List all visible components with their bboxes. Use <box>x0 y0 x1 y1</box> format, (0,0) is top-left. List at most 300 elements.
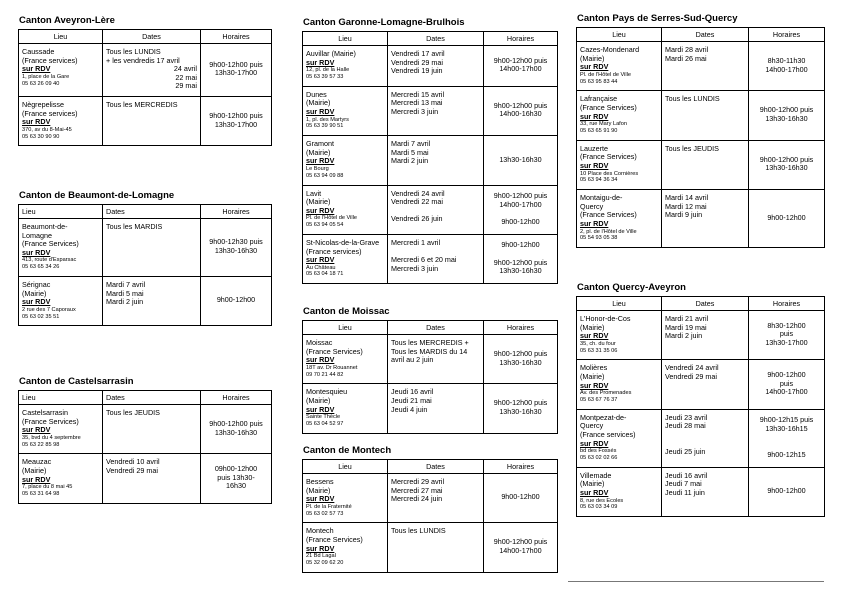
location-address: Av. des Promenades <box>580 390 632 397</box>
table-row <box>577 360 825 409</box>
date-line: Vendredi 26 juin <box>391 214 443 224</box>
date-line: Vendredi 22 mai <box>391 197 443 207</box>
table-row <box>577 190 825 248</box>
table-row <box>577 91 825 140</box>
header-row <box>19 391 272 405</box>
date-line: Mardi 5 mai <box>106 288 144 298</box>
location-name: Quercy <box>580 421 604 431</box>
hours-cell <box>484 46 558 87</box>
hours-line: puis <box>779 378 794 388</box>
date-line: Jeudi 7 mai <box>665 479 702 489</box>
location-name: Montaigu-de- <box>580 193 623 203</box>
sur-rdv-link[interactable]: sur RDV <box>306 255 335 265</box>
header-horaires: Horaires <box>484 321 558 335</box>
location-name: Auvillar (Mairie) <box>306 49 356 58</box>
sur-rdv-link[interactable]: sur RDV <box>580 331 609 341</box>
sur-rdv-link[interactable]: sur RDV <box>306 404 335 414</box>
header-dates: Dates <box>388 321 484 335</box>
location-phone: 05 63 67 76 37 <box>580 396 618 403</box>
header-dates: Dates <box>662 28 749 42</box>
header-lieu: Lieu <box>303 32 388 46</box>
location-name: (France Services) <box>306 346 363 356</box>
canton-title: Canton de Beaumont-de-Lomagne <box>19 190 175 201</box>
hours-line: 9h00-12h00 <box>216 295 256 305</box>
hours-cell <box>749 467 825 516</box>
header-row <box>577 28 825 42</box>
location-name: Dunes <box>306 89 327 99</box>
location-address: Pl. de l'Hôtel de Ville <box>580 71 632 78</box>
dates-cell <box>662 91 749 140</box>
date-line: Vendredi 29 mai <box>665 371 717 381</box>
dates-cell <box>103 219 201 277</box>
hours-line: 9h00-12h00 puis <box>493 537 548 547</box>
sur-rdv-link[interactable]: sur RDV <box>22 474 51 484</box>
location-cell <box>303 136 388 185</box>
date-line: Vendredi 24 avril <box>665 363 719 373</box>
hours-line: 9h00-12h00 puis <box>493 398 548 408</box>
table-row <box>19 219 272 277</box>
hours-line: 9h00-12h00 puis <box>209 111 263 121</box>
table-row <box>577 140 825 189</box>
dates-cell <box>388 335 484 384</box>
location-phone: 05 63 02 35 51 <box>22 313 60 320</box>
hours-line: 13h30-16h30 <box>499 266 542 276</box>
header-dates: Dates <box>103 391 201 405</box>
location-cell <box>577 91 662 140</box>
hours-cell <box>484 136 558 185</box>
date-line: Vendredi 10 avril <box>106 457 160 467</box>
hours-line: 9h00-12h00 puis <box>759 154 814 164</box>
date-line: Vendredi 29 mai <box>106 465 158 475</box>
hours-line: 8h30-12h00 <box>767 320 806 330</box>
dates-cell <box>103 276 201 325</box>
location-name: (France Services) <box>580 210 637 220</box>
date-line: Mardi 2 juin <box>665 331 703 341</box>
date-line: Mardi 9 juin <box>665 210 703 220</box>
table-row <box>303 86 558 135</box>
location-address: 35, bvd du 4 septembre <box>22 434 81 441</box>
location-cell <box>19 44 103 97</box>
header-row <box>303 321 558 335</box>
sur-rdv-link[interactable]: sur RDV <box>306 543 335 553</box>
date-line: Mercredi 29 avril <box>391 477 445 486</box>
date-line: Vendredi 19 juin <box>391 66 443 76</box>
hours-line: 14h00-17h00 <box>499 199 542 209</box>
hours-line: 13h30-17h00 <box>214 119 258 129</box>
header-horaires: Horaires <box>749 297 825 311</box>
location-cell <box>577 467 662 516</box>
sur-rdv-link[interactable]: sur RDV <box>22 117 51 127</box>
header-horaires: Horaires <box>201 391 272 405</box>
location-name: Molières <box>580 363 608 373</box>
location-phone: 05 63 95 83 44 <box>580 78 618 85</box>
hours-cell <box>484 86 558 135</box>
hours-line: puis 13h30- <box>217 472 255 482</box>
location-name: Cazes-Mondenard <box>580 45 640 54</box>
hours-line: 9h00-12h00 <box>501 216 540 226</box>
location-name: (Mairie) <box>580 53 605 63</box>
hours-cell <box>749 311 825 360</box>
hours-cell <box>749 140 825 189</box>
location-address: 7, place du 8 mai 45 <box>22 484 73 491</box>
canton-title: Canton de Moissac <box>303 306 390 317</box>
sur-rdv-link[interactable]: sur RDV <box>22 247 51 257</box>
location-address: 370, av du 8-Mai-45 <box>22 126 72 133</box>
hours-line: 9h00-12h00 <box>767 212 806 222</box>
hours-line: 13h30-17h00 <box>214 68 258 78</box>
location-phone: 05 63 02 57 73 <box>306 510 344 517</box>
date-line: Mardi 7 avril <box>106 279 146 289</box>
hours-line: 9h00-12h00 puis <box>493 257 548 267</box>
date-line: Jeudi 16 avril <box>391 387 434 397</box>
hours-line: 9h00-12h00 <box>501 240 540 250</box>
location-name: (Mairie) <box>22 288 47 298</box>
dates-cell <box>103 454 201 503</box>
hours-cell <box>749 91 825 140</box>
canton-castelsarrasin <box>18 376 271 504</box>
location-address: Pl. de la Fraternité <box>306 503 352 510</box>
dates-cell <box>662 311 749 360</box>
location-name: Bessens <box>306 477 334 486</box>
hours-cell <box>749 190 825 248</box>
location-name: L'Honor-de-Cos <box>580 314 631 323</box>
date-line: Jeudi 11 juin <box>665 487 705 497</box>
location-cell <box>577 140 662 189</box>
sur-rdv-link[interactable]: sur RDV <box>22 425 51 435</box>
table-row <box>19 454 272 503</box>
sur-rdv-link[interactable]: sur RDV <box>306 57 335 67</box>
location-name: St-Nicolas-de-la-Grave <box>306 237 380 247</box>
table-row <box>19 44 272 97</box>
location-name: (France Services) <box>580 102 637 112</box>
location-name: (Mairie) <box>580 322 605 332</box>
dates-cell <box>662 467 749 516</box>
location-cell <box>303 86 388 135</box>
location-phone: 05 63 39 57 33 <box>306 73 344 80</box>
date-line: 22 mai <box>175 72 197 82</box>
date-line: Mardi 2 juin <box>391 156 429 166</box>
header-horaires: Horaires <box>484 32 558 46</box>
schedule-table <box>302 320 558 434</box>
table-row <box>303 384 558 433</box>
hours-cell <box>201 454 272 503</box>
hours-line: 9h00-12h00 <box>501 492 540 502</box>
location-cell <box>577 42 662 91</box>
sur-rdv-link[interactable]: sur RDV <box>306 355 335 365</box>
date-line: Tous les LUNDIS <box>391 526 446 536</box>
schedule-table <box>302 31 558 284</box>
hours-line: 9h00-12h00 puis <box>493 55 548 65</box>
location-phone: 05 54 93 05 38 <box>580 235 618 242</box>
dates-cell <box>388 234 484 283</box>
hours-line: 8h30-11h30 <box>767 56 806 66</box>
location-phone: 05 63 31 35 06 <box>580 347 618 354</box>
location-name: Castelsarrasin <box>22 408 68 417</box>
date-line: Vendredi 29 mai <box>391 57 443 67</box>
location-name: Montech <box>306 526 334 536</box>
table-row <box>577 311 825 360</box>
date-line: Tous les LUNDIS <box>106 47 161 56</box>
dates-cell <box>388 46 484 87</box>
location-name: Caussade <box>22 47 55 56</box>
location-name: (Mairie) <box>306 147 331 157</box>
date-line: Mardi 2 juin <box>106 297 144 307</box>
header-horaires: Horaires <box>749 28 825 42</box>
date-line: Mardi 19 mai <box>665 322 707 332</box>
hours-cell <box>749 360 825 409</box>
hours-line: 14h00-17h00 <box>765 387 808 397</box>
date-line: Mardi 28 avril <box>665 45 709 54</box>
location-address: 10 Place des Cornières <box>580 170 639 177</box>
header-dates: Dates <box>103 30 201 44</box>
date-line: + les vendredis 17 avril <box>106 55 180 65</box>
hours-line: 9h00-12h15 puis <box>759 415 814 425</box>
location-phone: 05 63 94 36 34 <box>580 177 618 184</box>
location-name: Lomagne <box>22 230 52 240</box>
hours-line: 9h00-12h00 puis <box>493 349 548 359</box>
canton-title: Canton de Montech <box>303 445 392 456</box>
date-line: avril au 2 juin <box>391 355 434 365</box>
hours-cell <box>749 409 825 467</box>
header-horaires: Horaires <box>201 205 272 219</box>
sur-rdv-link[interactable]: sur RDV <box>580 218 609 228</box>
hours-line: 9h00-12h00 puis <box>759 105 814 115</box>
location-address: 2 rue des 7 Caporaux <box>22 306 76 313</box>
location-name: Montpezat-de- <box>580 412 627 422</box>
location-phone: 05 63 03 34 09 <box>580 504 618 511</box>
canton-montech <box>302 445 557 573</box>
date-line: Jeudi 25 juin <box>665 447 706 457</box>
hours-cell <box>484 384 558 433</box>
header-lieu: Lieu <box>577 28 662 42</box>
hours-cell <box>201 405 272 454</box>
hours-cell <box>201 44 272 97</box>
date-line: Mercredi 13 mai <box>391 98 443 108</box>
location-name: Quercy <box>580 201 604 211</box>
date-line: Tous les MERCREDIS <box>106 99 178 109</box>
location-cell <box>577 190 662 248</box>
sur-rdv-link[interactable]: sur RDV <box>580 438 609 448</box>
location-cell <box>19 219 103 277</box>
schedule-table <box>576 296 825 517</box>
date-line: Mercredi 24 juin <box>391 494 443 504</box>
canton-title: Canton de Castelsarrasin <box>19 376 134 387</box>
hours-cell <box>749 42 825 91</box>
dates-cell <box>103 96 201 145</box>
hours-cell <box>201 96 272 145</box>
date-line: Jeudi 28 mai <box>665 421 706 431</box>
header-row <box>303 460 558 474</box>
canton-moissac <box>302 306 557 434</box>
hours-line: 9h00-12h15 <box>767 449 806 459</box>
bottom-divider <box>568 581 824 582</box>
location-phone: 05 63 04 18 71 <box>306 271 344 278</box>
table-row <box>577 42 825 91</box>
location-phone: 05 63 30 90 90 <box>22 133 60 140</box>
dates-cell <box>662 190 749 248</box>
sur-rdv-link[interactable]: sur RDV <box>580 62 609 72</box>
location-cell <box>19 454 103 503</box>
location-cell <box>577 409 662 467</box>
canton-quercy-aveyron <box>576 282 824 517</box>
hours-line: 13h30-16h30 <box>499 357 542 367</box>
header-dates: Dates <box>103 205 201 219</box>
header-dates: Dates <box>388 32 484 46</box>
hours-line: 9h00-12h00 puis <box>209 419 263 429</box>
hours-line: 13h30-16h30 <box>214 427 258 437</box>
sur-rdv-link[interactable]: sur RDV <box>580 380 609 390</box>
date-line: Mardi 14 avril <box>665 193 709 203</box>
location-address: 35, ch. du four <box>580 340 616 347</box>
header-lieu: Lieu <box>19 30 103 44</box>
location-phone: 05 63 94 05 54 <box>306 222 344 229</box>
date-line: Tous les JEUDIS <box>106 408 160 417</box>
table-row <box>577 467 825 516</box>
sur-rdv-link[interactable]: sur RDV <box>22 64 51 74</box>
hours-line: 13h30-16h30 <box>765 114 808 124</box>
location-name: (France Services) <box>306 534 363 544</box>
date-line <box>665 431 745 440</box>
header-lieu: Lieu <box>303 460 388 474</box>
table-row <box>303 335 558 384</box>
date-line: Mercredi 3 juin <box>391 263 439 273</box>
date-line: Mardi 26 mai <box>665 53 707 63</box>
location-name: Meauzac <box>22 457 52 467</box>
hours-line: 9h00-12h00 puis <box>209 59 263 69</box>
table-row <box>303 136 558 185</box>
location-name: (France Services) <box>22 416 79 426</box>
hours-line: 14h00-17h00 <box>765 64 808 74</box>
location-address: 2, pl. de l'Hôtel de Ville <box>580 228 637 235</box>
canton-aveyron-lere <box>18 15 271 146</box>
date-line: Mercredi 27 mai <box>391 485 443 495</box>
location-phone: 05 63 65 91 90 <box>580 127 618 134</box>
hours-line: 14h00-16h30 <box>499 109 542 119</box>
table-row <box>303 474 558 523</box>
location-address: bd des Fossés <box>580 448 617 455</box>
header-row <box>577 297 825 311</box>
location-cell <box>303 234 388 283</box>
date-line: Mardi 5 mai <box>391 147 429 157</box>
table-row <box>19 96 272 145</box>
hours-cell <box>484 234 558 283</box>
canton-garonne-lomagne-brulhois <box>302 17 557 284</box>
location-cell <box>303 46 388 87</box>
date-line: Mardi 7 avril <box>391 139 431 149</box>
location-phone: 05 63 02 02 66 <box>580 454 618 461</box>
hours-line: 9h00-12h00 puis <box>493 191 548 201</box>
location-cell <box>19 276 103 325</box>
location-name: Nègrepelisse <box>22 99 64 109</box>
location-name: Lavit <box>306 188 322 198</box>
header-row <box>303 32 558 46</box>
dates-cell <box>662 360 749 409</box>
header-lieu: Lieu <box>303 321 388 335</box>
location-name: (Mairie) <box>580 371 605 381</box>
location-address: 12, pl. de la Halle <box>306 67 350 74</box>
date-line: Tous les MARDIS <box>106 222 163 231</box>
table-row <box>19 405 272 454</box>
table-row <box>303 523 558 572</box>
location-name: Beaumont-de- <box>22 222 68 231</box>
location-name: Sérignac <box>22 279 51 289</box>
date-line: Mardi 12 mai <box>665 201 707 211</box>
hours-line: 09h00-12h00 <box>214 464 258 474</box>
sur-rdv-link[interactable]: sur RDV <box>306 205 335 215</box>
location-name: Lauzerte <box>580 143 608 153</box>
date-line: Tous les MERCREDIS + <box>391 338 469 347</box>
sur-rdv-link[interactable]: sur RDV <box>306 106 335 116</box>
location-name: (France Services) <box>580 152 637 162</box>
table-row <box>19 276 272 325</box>
sur-rdv-link[interactable]: sur RDV <box>580 487 609 497</box>
hours-line: 9h00-12h30 puis <box>209 237 263 247</box>
location-cell <box>303 523 388 572</box>
location-name: Lafrançaise <box>580 94 618 104</box>
dates-cell <box>388 474 484 523</box>
hours-line: 14h00-17h00 <box>499 64 542 74</box>
location-name: (France services) <box>306 246 362 256</box>
location-name: (France Services) <box>22 239 79 249</box>
header-row <box>19 30 272 44</box>
location-address: Pl. de l'Hôtel de Ville <box>306 215 358 222</box>
header-dates: Dates <box>388 460 484 474</box>
date-line: Mercredi 15 avril <box>391 89 445 99</box>
location-address: 21 Bd Lagal <box>306 553 336 560</box>
date-line: Jeudi 16 avril <box>665 470 708 480</box>
table-row <box>303 46 558 87</box>
hours-line: 13h30-16h15 <box>765 423 808 433</box>
header-lieu: Lieu <box>19 391 103 405</box>
location-phone: 05 63 39 90 51 <box>306 123 344 130</box>
sur-rdv-link[interactable]: sur RDV <box>580 160 609 170</box>
schedule-table <box>18 29 272 146</box>
location-address: 1, place de la Gare <box>22 73 70 80</box>
header-lieu: Lieu <box>19 205 103 219</box>
date-line: Vendredi 17 avril <box>391 49 445 58</box>
location-phone: 05 63 94 09 88 <box>306 172 344 179</box>
dates-cell <box>662 42 749 91</box>
hours-line: 14h00-17h00 <box>499 546 542 556</box>
date-line: Mercredi 3 juin <box>391 106 439 116</box>
location-name: (France services) <box>22 108 78 118</box>
header-horaires: Horaires <box>484 460 558 474</box>
sur-rdv-link[interactable]: sur RDV <box>306 494 335 504</box>
sur-rdv-link[interactable]: sur RDV <box>22 297 51 307</box>
hours-line: 13h30-16h30 <box>765 163 808 173</box>
location-phone: 05 63 65 34 26 <box>22 264 60 271</box>
table-row <box>303 185 558 234</box>
location-name: Gramont <box>306 139 334 149</box>
dates-cell <box>388 136 484 185</box>
sur-rdv-link[interactable]: sur RDV <box>306 156 335 166</box>
location-address: Le Bourg <box>306 165 329 172</box>
date-line: Tous les LUNDIS <box>665 94 720 104</box>
hours-cell <box>201 219 272 277</box>
location-address: 18T av. Dr Rouannet <box>306 364 358 371</box>
dates-cell <box>662 409 749 467</box>
date-line: Jeudi 4 juin <box>391 404 428 414</box>
location-phone: 09 70 21 44 82 <box>306 371 344 378</box>
hours-cell <box>484 523 558 572</box>
hours-line: puis <box>779 329 794 339</box>
location-name: (Mairie) <box>580 479 605 489</box>
dates-cell <box>388 384 484 433</box>
location-cell <box>577 360 662 409</box>
hours-line: 13h30-16h30 <box>499 407 542 417</box>
sur-rdv-link[interactable]: sur RDV <box>580 111 609 121</box>
table-row <box>577 409 825 467</box>
